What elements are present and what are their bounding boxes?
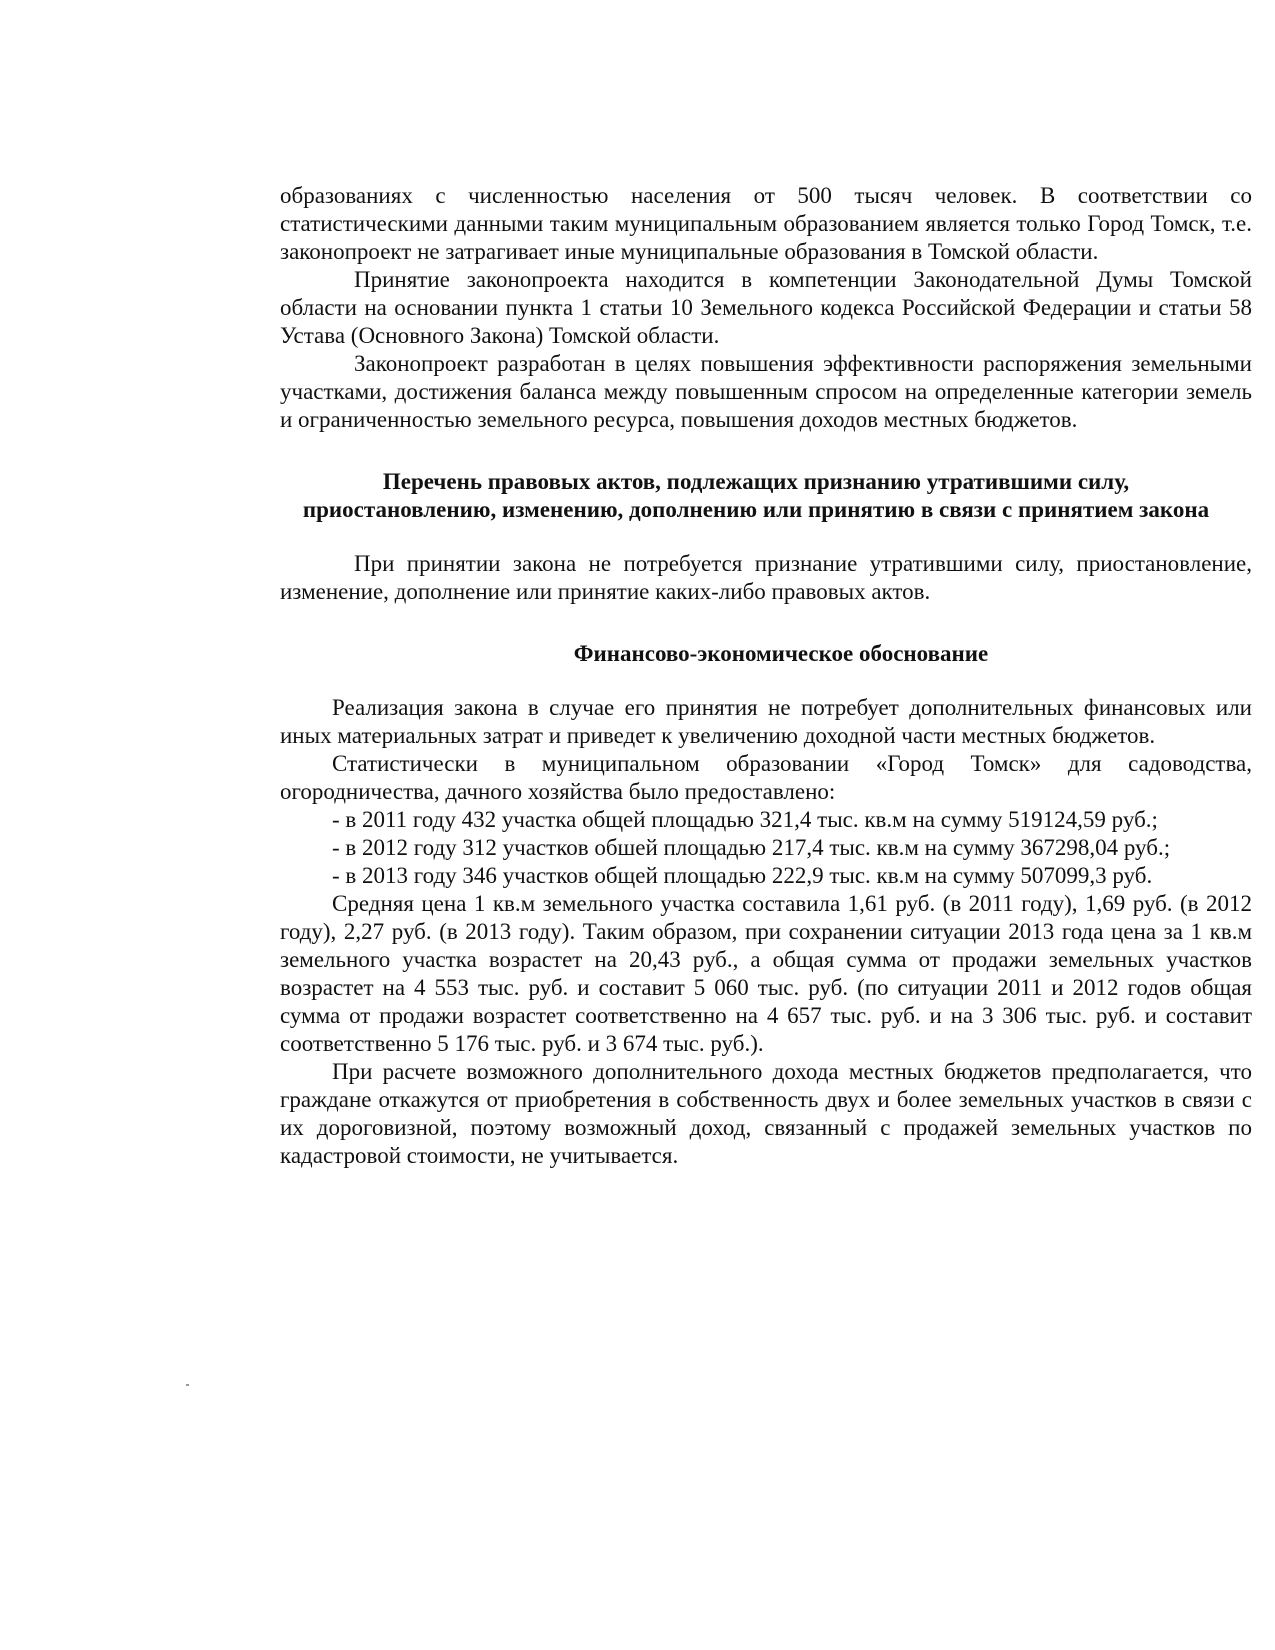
finance-paragraph-2: Статистически в муниципальном образовании «Город Томск» для садоводства, огородничества, дачного хозяйства было предоставлено: xyxy=(280,751,1252,804)
intro-paragraph-3: Законопроект разработан в целях повышения эффективности распоряжения земельными участками, достижения баланса между повышенным спросом на определенные категории земель и ограниченностью земельного ресурса, повышения доходов местных бюджетов. xyxy=(280,351,1252,432)
scan-speck xyxy=(186,1384,189,1386)
intro-paragraph-2: Принятие законопроекта находится в компетенции Законодательной Думы Томской области на основании пункта 1 статьи 10 Земельного кодекса Российской Федерации и статьи 58 Устава (Основного Закона) Томской области. xyxy=(280,267,1252,348)
intro-paragraph-1: образованиях с численностью населения от 500 тысяч человек. В соответствии со статистическими данными таким муниципальным образованием является только Город Томск, т.е. законопроект не затрагивает иные муниципальные образования в Томской области. xyxy=(280,183,1252,264)
spacer xyxy=(280,668,1252,694)
spacer xyxy=(280,524,1252,550)
spacer xyxy=(280,434,1252,468)
list-item: - в 2012 году 312 участков обшей площадью 217,4 тыс. кв.м на сумму 367298,04 руб.; xyxy=(332,835,1171,860)
spacer xyxy=(280,606,1252,640)
list-item: - в 2013 году 346 участков общей площадью 222,9 тыс. кв.м на сумму 507099,3 руб. xyxy=(332,863,1153,888)
list-item: - в 2011 году 432 участка общей площадью 321,4 тыс. кв.м на сумму 519124,59 руб.; xyxy=(332,807,1158,832)
acts-paragraph: При принятии закона не потребуется признание утратившими силу, приостановление, изменение, дополнение или принятие каких-либо правовых актов. xyxy=(280,551,1252,604)
finance-paragraph-3: Средняя цена 1 кв.м земельного участка составила 1,61 руб. (в 2011 году), 1,69 руб. (в 2012 году), 2,27 руб. (в 2013 году). Таким образом, при сохранении ситуации 2013 года цена за 1 кв.м земельного участка возрастет на 20,43 руб., а общая сумма от продажи земельных участков возрастет на 4 553 тыс. руб. и составит 5 060 тыс. руб. (по ситуации 2011 и 2012 годов общая сумма от продажи возрастет соответственно на 4 657 тыс. руб. и на 3 306 тыс. руб. и составит соответственно 5 176 тыс. руб. и 3 674 тыс. руб.). xyxy=(280,891,1252,1056)
document-body xyxy=(280,182,1252,1170)
section-heading-acts: Перечень правовых актов, подлежащих признанию утратившими силу, приостановлению, изменению, дополнению или принятию в связи с принятием закона xyxy=(302,469,1210,522)
finance-paragraph-1: Реализация закона в случае его принятия не потребует дополнительных финансовых или иных материальных затрат и приведет к увеличению доходной части местных бюджетов. xyxy=(280,695,1252,748)
finance-paragraph-4: При расчете возможного дополнительного дохода местных бюджетов предполагается, что граждане откажутся от приобретения в собственность двух и более земельных участков в связи с их дороговизной, поэтому возможный доход, связанный с продажей земельных участков по кадастровой стоимости, не учитывается. xyxy=(280,1059,1252,1168)
section-heading-finance: Финансово-экономическое обоснование xyxy=(573,641,989,666)
